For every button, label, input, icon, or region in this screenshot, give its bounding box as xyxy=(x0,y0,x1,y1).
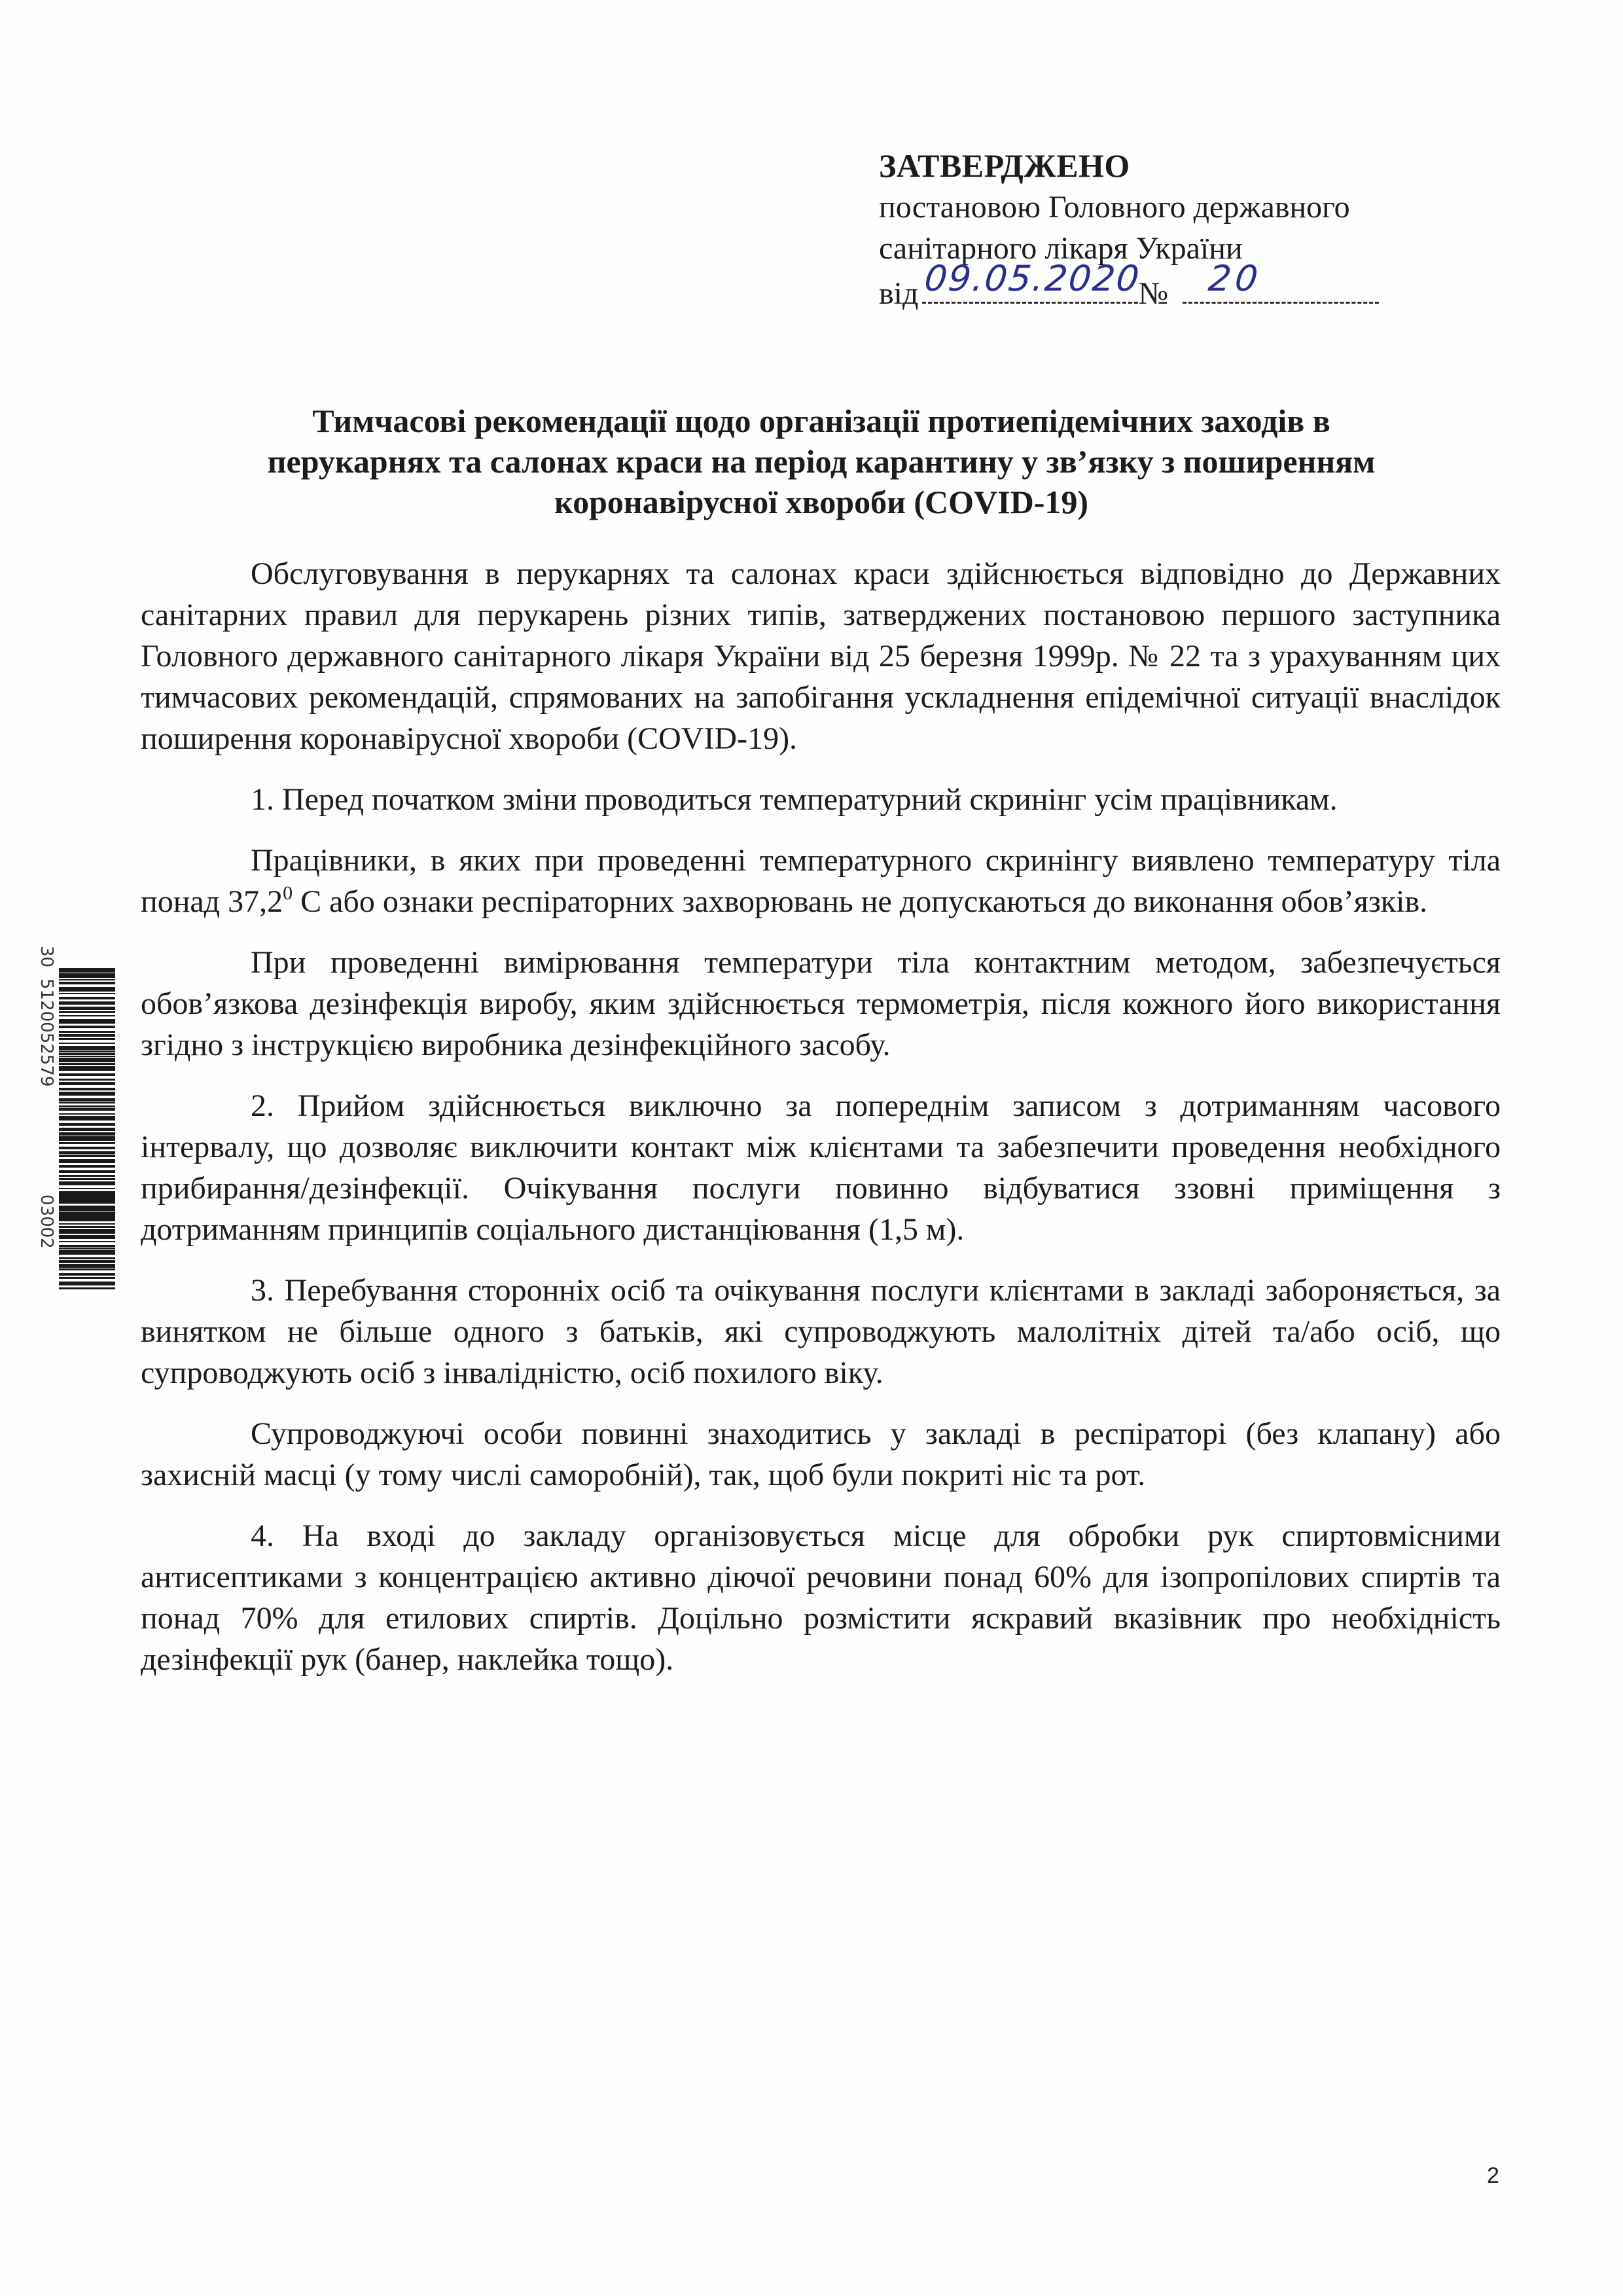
barcode-bar xyxy=(59,1213,115,1217)
title-line-2: перукарнях та салонах краси на період карантину у зв’язку з поширенням xyxy=(267,443,1376,480)
barcode-bars-suffix xyxy=(59,1191,115,1292)
barcode-bar xyxy=(59,1056,115,1057)
barcode-bar xyxy=(59,1208,115,1211)
barcode-bar xyxy=(59,1043,115,1044)
barcode-bar xyxy=(59,1260,115,1263)
barcode-bar xyxy=(59,1198,115,1203)
barcode-bar xyxy=(59,1142,115,1144)
barcode-prefix: 30 xyxy=(37,946,56,968)
approval-block xyxy=(879,145,1520,310)
approval-line-1: постановою Головного державного xyxy=(879,190,1350,224)
barcode-bar xyxy=(59,1088,115,1090)
item-1-paragraph: 1. Перед початком зміни проводиться температурний скринінг усім працівникам. xyxy=(251,782,1338,817)
barcode-bar xyxy=(59,1001,115,1005)
barcode-bar xyxy=(59,1079,115,1081)
barcode-bar xyxy=(59,1264,115,1268)
barcode-bar xyxy=(59,1007,115,1010)
barcode-bar xyxy=(59,1170,115,1173)
barcode-bar xyxy=(59,1050,115,1052)
document-title xyxy=(144,401,1499,522)
barcode-bar xyxy=(59,982,115,984)
barcode-bar xyxy=(59,1151,115,1154)
barcode-bar xyxy=(59,1155,115,1157)
barcode-bar xyxy=(59,1034,115,1037)
barcode-bar xyxy=(59,1287,115,1289)
barcode-bar xyxy=(59,1063,115,1065)
barcode-bar xyxy=(59,1159,115,1163)
barcode-bar xyxy=(59,1229,115,1234)
item-3-paragraph: 3. Перебування сторонніх осіб та очікування послуги клієнтами в закладі забороняється, за винятком не більше одного з батьків, які супроводжують малолітніх дітей та/або осіб, що супроводжують осіб з інвалідністю, осіб похилого віку. xyxy=(141,1273,1501,1390)
barcode-bar xyxy=(59,1073,115,1076)
barcode-bar xyxy=(59,1241,115,1242)
barcode-bar xyxy=(59,1038,115,1040)
number-label: № xyxy=(1138,276,1169,311)
barcode-main-digits: 5120052579 xyxy=(37,978,56,1087)
handwritten-number: 20 xyxy=(1206,258,1264,299)
barcode-bar xyxy=(59,1245,115,1247)
barcode-bar xyxy=(59,1102,115,1103)
barcode-bar xyxy=(59,973,115,978)
item-3-escort-paragraph: Супроводжуючі особи повинні знаходитись у закладі в респіраторі (без клапану) або захисній масці (у тому числі саморобній), так, щоб були покриті ніс та рот. xyxy=(141,1416,1501,1492)
barcode-bar xyxy=(59,1226,115,1228)
barcode-bar xyxy=(59,1206,115,1207)
barcode-bar xyxy=(59,1178,115,1180)
barcode-bar xyxy=(59,1257,115,1259)
barcode-bar xyxy=(59,1019,115,1024)
barcode-bar xyxy=(59,968,115,973)
barcode-bar xyxy=(59,1113,115,1115)
title-line-1: Тимчасові рекомендації щодо організації протиепідемічних заходів в xyxy=(312,403,1330,439)
barcode-bar xyxy=(59,1082,115,1085)
item-4-paragraph: 4. На вході до закладу організовується місце для обробки рук спиртовмісними антисептиками з концентрацією активно діючої речовини понад 60% для ізопропілових спиртів та понад 70% для етилових спиртів. Доцільно розмістити яскравий вказівник про необхідність дезінфекції рук (банер, наклейка тощо). xyxy=(141,1518,1501,1677)
date-prefix: від xyxy=(879,276,919,311)
barcode-bar xyxy=(59,1066,115,1071)
barcode-bar xyxy=(59,987,115,992)
barcode-bar xyxy=(59,1098,115,1102)
title-line-3: коронавірусної хвороби (COVID-19) xyxy=(554,484,1089,520)
barcode-bars-main xyxy=(59,968,115,1223)
barcode-bar xyxy=(59,1105,115,1107)
temp-text-after: С або ознаки респіраторних захворювань не допускаються до виконання обов’язків. xyxy=(293,884,1428,919)
barcode-bar xyxy=(59,1128,115,1131)
handwritten-date: 09.05.2020 xyxy=(923,258,1143,299)
barcode-bar xyxy=(59,1053,115,1055)
item-1-thermometry-paragraph: При проведенні вимірювання температури тіла контактним методом, забезпечується обов’язкова дезінфекція виробу, яким здійснюється термометрія, після кожного його використання згідно з інструкцією виробника дезінфекційного засобу. xyxy=(141,945,1501,1062)
barcode-bar xyxy=(59,993,115,994)
barcode-bar xyxy=(59,1058,115,1062)
barcode-bar xyxy=(59,1247,115,1249)
approval-title: ЗАТВЕРДЖЕНО xyxy=(879,147,1130,184)
barcode-bar xyxy=(59,1191,115,1196)
degree-superscript: 0 xyxy=(283,882,293,904)
barcode-bar xyxy=(59,1250,115,1255)
barcode-bar xyxy=(59,1116,115,1121)
barcode-bar xyxy=(59,1031,115,1033)
barcode-bar xyxy=(59,1175,115,1177)
date-field xyxy=(922,258,1143,304)
barcode-bar xyxy=(59,1132,115,1136)
page-number: 2 xyxy=(1487,2163,1499,2188)
barcode-bar xyxy=(59,1011,115,1013)
barcode-bar xyxy=(59,1181,115,1185)
barcode-bar xyxy=(59,1218,115,1221)
item-2-paragraph: 2. Прийом здійснюється виключно за попереднім записом з дотриманням часового інтервалу, що дозволяє виключити контакт між клієнтами та забезпечити проведення необхідного прибирання/дезінфекції. Очікування послуги повинно відбуватися ззовні приміщення з дотриманням принципів соціального дистанціювання (1,5 м). xyxy=(141,1088,1501,1247)
barcode-suffix-digits: 03002 xyxy=(37,1194,56,1249)
barcode-bar xyxy=(59,1223,115,1225)
barcode-bar xyxy=(59,997,115,999)
barcode-bar xyxy=(59,1092,115,1096)
barcode-bar xyxy=(59,1108,115,1111)
barcode-bar xyxy=(59,1026,115,1028)
barcode-bar xyxy=(59,1136,115,1141)
number-field xyxy=(1183,258,1379,304)
item-1-temperature-paragraph xyxy=(141,840,1501,922)
barcode-bar xyxy=(59,1123,115,1126)
barcode-bar xyxy=(59,1277,115,1279)
barcode-bar xyxy=(59,1268,115,1270)
barcode-bar xyxy=(59,1282,115,1285)
temp-text-before: Працівники, в яких при проведенні температурного скринінгу виявлено температуру тіла понад 37,2 xyxy=(141,843,1501,919)
intro-paragraph: Обслуговування в перукарнях та салонах краси здійснюється відповідно до Державних санітарних правил для перукарень різних типів, затверджених постановою першого заступника Головного державного санітарного лікаря України від 25 березня 1999р. № 22 та з урахуванням цих тимчасових рекомендацій, спрямованих на запобігання ускладнення епідемічної ситуації внаслідок поширення коронавірусної хвороби (COVID-19). xyxy=(141,556,1501,756)
barcode xyxy=(37,946,115,1266)
barcode-bar xyxy=(59,979,115,980)
approval-line-2: санітарного лікаря України xyxy=(879,231,1243,266)
barcode-bar xyxy=(59,1046,115,1050)
document-body xyxy=(141,553,1501,1680)
barcode-bar xyxy=(59,1147,115,1149)
approval-date-row xyxy=(879,258,1520,311)
barcode-bar xyxy=(59,1235,115,1239)
barcode-bar xyxy=(59,1165,115,1168)
barcode-bar xyxy=(59,1188,115,1189)
barcode-bar xyxy=(59,1273,115,1276)
barcode-bar xyxy=(59,1015,115,1016)
